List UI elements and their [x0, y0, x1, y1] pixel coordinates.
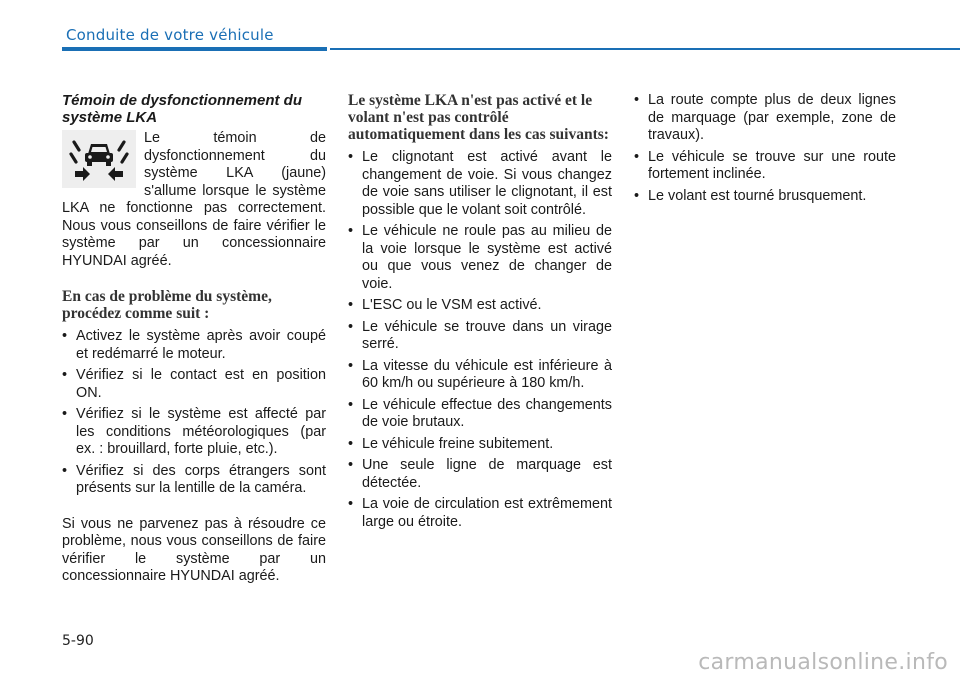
troubleshoot-list — [62, 328, 326, 498]
list-item: • Le clignotant est activé avant le changement de voie. Si vous changez de voie sans utiliser le clignotant, il est possible que le volant soit contrôlé. — [348, 149, 612, 219]
closing-paragraph: Si vous ne parvenez pas à résoudre ce problème, nous vous conseillons de faire vérifier le système par un concessionnaire HYUNDAI agréé. — [62, 515, 326, 584]
column-3 — [634, 92, 896, 209]
list-item: • Le véhicule ne roule pas au milieu de la voie lorsque le système est activé ou que vous venez de changer de voie. — [348, 223, 612, 293]
lka-malfunction-heading: Témoin de dysfonctionnement du système LKA — [62, 92, 303, 126]
header-rule-thin — [330, 48, 960, 50]
warning-description: Le témoin de dysfonctionnement du système LKA (jaune) s'allume lorsque le système LKA ne fonctionne pas correctement. Nous vous conseillons de faire vérifier le système par un concessionnaire HYUNDAI agréé. — [62, 130, 326, 269]
list-item: • L'ESC ou le VSM est activé. — [348, 297, 612, 315]
column-1 — [62, 92, 326, 586]
header-rule-thick — [62, 47, 327, 51]
list-item: • Le véhicule se trouve dans un virage serré. — [348, 319, 612, 354]
lka-not-activated-heading: Le système LKA n'est pas activé et le volant n'est pas contrôlé automatiquement dans les cas suivants: — [348, 92, 609, 143]
conditions-list — [348, 149, 612, 531]
column-2 — [348, 92, 612, 535]
conditions-list-continued — [634, 92, 896, 205]
lka-warning-icon — [62, 130, 136, 188]
list-item: • Activez le système après avoir coupé et redémarré le moteur. — [62, 328, 326, 363]
list-item: • Vérifiez si le système est affecté par les conditions météorologiques (par ex. : brouillard, forte pluie, etc.). — [62, 406, 326, 459]
section-title: Conduite de votre véhicule — [66, 26, 274, 44]
list-item: • Le véhicule freine subitement. — [348, 436, 612, 454]
list-item: • Le véhicule se trouve sur une route fortement inclinée. — [634, 149, 896, 184]
list-item: • Une seule ligne de marquage est détectée. — [348, 457, 612, 492]
list-item: • Vérifiez si des corps étrangers sont présents sur la lentille de la caméra. — [62, 463, 326, 498]
page-number: 5-90 — [62, 633, 94, 649]
list-item: • Le volant est tourné brusquement. — [634, 188, 896, 206]
list-item: • La vitesse du véhicule est inférieure à 60 km/h ou supérieure à 180 km/h. — [348, 358, 612, 393]
warning-block — [62, 130, 326, 270]
list-item: • La route compte plus de deux lignes de marquage (par exemple, zone de travaux). — [634, 92, 896, 145]
list-item: • Vérifiez si le contact est en position ON. — [62, 367, 326, 402]
list-item: • La voie de circulation est extrêmement large ou étroite. — [348, 496, 612, 531]
list-item: • Le véhicule effectue des changements de voie brutaux. — [348, 397, 612, 432]
troubleshoot-heading: En cas de problème du système, procédez comme suit : — [62, 288, 272, 322]
watermark: carmanualsonline.info — [698, 650, 948, 675]
